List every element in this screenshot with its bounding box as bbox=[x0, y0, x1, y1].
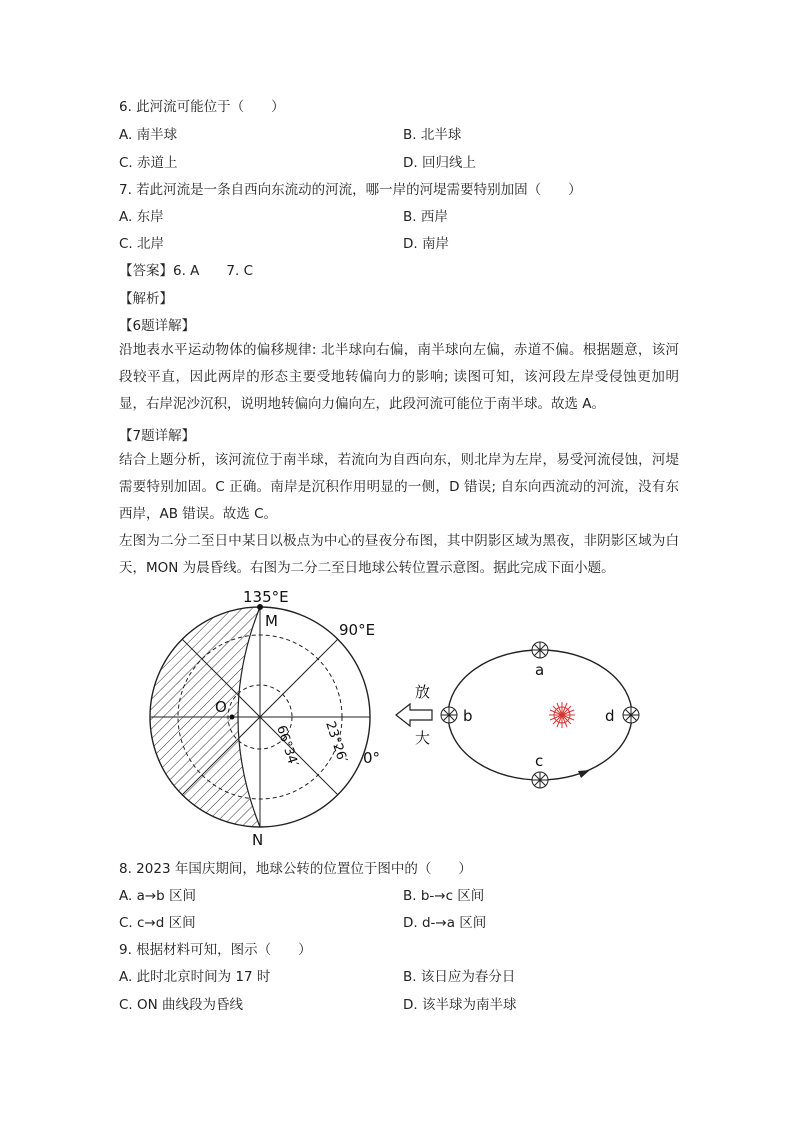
detail7-label: 【7题详解】 bbox=[119, 428, 196, 444]
label-m: M bbox=[265, 612, 278, 630]
detail6-text: 沿地表水平运动物体的偏移规律: 北半球向右偏，南半球向左偏，赤道不偏。根据题意，该河段较平直，因此两岸的形态主要受地转偏向力的影响; 读图可知，该河段左岸受侵蚀更加明显，右岸泥沙沉积，说明地转偏向力偏向左，此段河流可能位于南半球。故选 A。 bbox=[119, 342, 679, 412]
orbit-label-a: a bbox=[535, 661, 545, 679]
q6-option-d: D. 回归线上 bbox=[403, 155, 476, 171]
q8-option-a: A. a→b 区间 bbox=[119, 888, 197, 904]
q7-stem: 7. 若此河流是一条自西向东流动的河流，哪一岸的河堤需要特别加固（ ） bbox=[119, 182, 582, 198]
q9-option-a: A. 此时北京时间为 17 时 bbox=[119, 969, 271, 985]
earth-a-icon bbox=[532, 642, 548, 658]
polar-day-night-diagram bbox=[150, 588, 380, 849]
label-135e: 135°E bbox=[243, 588, 289, 606]
label-90e: 90°E bbox=[339, 621, 376, 639]
q8-option-c: C. c→d 区间 bbox=[119, 915, 196, 931]
q6-stem: 6. 此河流可能位于（ ） bbox=[119, 99, 285, 115]
sun-icon bbox=[549, 702, 575, 728]
enlarge-label-1: 放 bbox=[415, 683, 431, 701]
analysis-label: 【解析】 bbox=[119, 291, 173, 307]
diagram-figure bbox=[0, 583, 794, 853]
orbit-diagram bbox=[441, 642, 639, 788]
label-23: 23°26′ bbox=[322, 719, 350, 765]
earth-b-icon bbox=[441, 707, 457, 723]
orbit-label-c: c bbox=[535, 752, 544, 770]
o-point bbox=[230, 715, 235, 720]
detail7-text: 结合上题分析，该河流位于南半球，若流向为自西向东，则北岸为左岸，易受河流侵蚀，河堤需要特别加固。C 正确。南岸是沉积作用明显的一侧，D 错误; 自东向西流动的河流，没有东西岸，AB 错误。故选 C。 bbox=[119, 452, 679, 522]
q6-option-b: B. 北半球 bbox=[403, 127, 462, 143]
q8-option-d: D. d-→a 区间 bbox=[403, 915, 487, 931]
orbit-direction-arrow bbox=[578, 770, 590, 778]
label-66: 66°34′ bbox=[273, 723, 301, 769]
q7-option-a: A. 东岸 bbox=[119, 209, 164, 225]
earth-c-icon bbox=[532, 772, 548, 788]
q8-option-b: B. b-→c 区间 bbox=[403, 888, 485, 904]
label-0: 0° bbox=[363, 749, 381, 767]
q9-option-c: C. ON 曲线段为昏线 bbox=[119, 997, 244, 1013]
q8-stem: 8. 2023 年国庆期间，地球公转的位置位于图中的（ ） bbox=[119, 861, 472, 877]
q7-option-b: B. 西岸 bbox=[403, 209, 448, 225]
q9-option-d: D. 该半球为南半球 bbox=[403, 997, 517, 1013]
enlarge-label-2: 大 bbox=[415, 729, 431, 747]
orbit-label-d: d bbox=[605, 707, 615, 725]
earth-d-icon bbox=[623, 707, 639, 723]
label-n: N bbox=[252, 831, 264, 849]
q6-option-a: A. 南半球 bbox=[119, 127, 178, 143]
q7-option-d: D. 南岸 bbox=[403, 236, 449, 252]
detail6-label: 【6题详解】 bbox=[119, 318, 196, 334]
q7-option-c: C. 北岸 bbox=[119, 236, 165, 252]
q9-stem: 9. 根据材料可知，图示（ ） bbox=[119, 942, 312, 958]
orbit-label-b: b bbox=[463, 707, 473, 725]
q9-option-b: B. 该日应为春分日 bbox=[403, 969, 516, 985]
enlarge-arrow bbox=[396, 683, 432, 747]
material-text: 左图为二分二至日中某日以极点为中心的昼夜分布图，其中阴影区域为黑夜，非阴影区域为白天，MON 为晨昏线。右图为二分二至日地球公转位置示意图。据此完成下面小题。 bbox=[119, 533, 679, 576]
answer-line: 【答案】6. A 7. C bbox=[119, 263, 254, 279]
label-o: O bbox=[215, 698, 227, 716]
q6-option-c: C. 赤道上 bbox=[119, 155, 178, 171]
